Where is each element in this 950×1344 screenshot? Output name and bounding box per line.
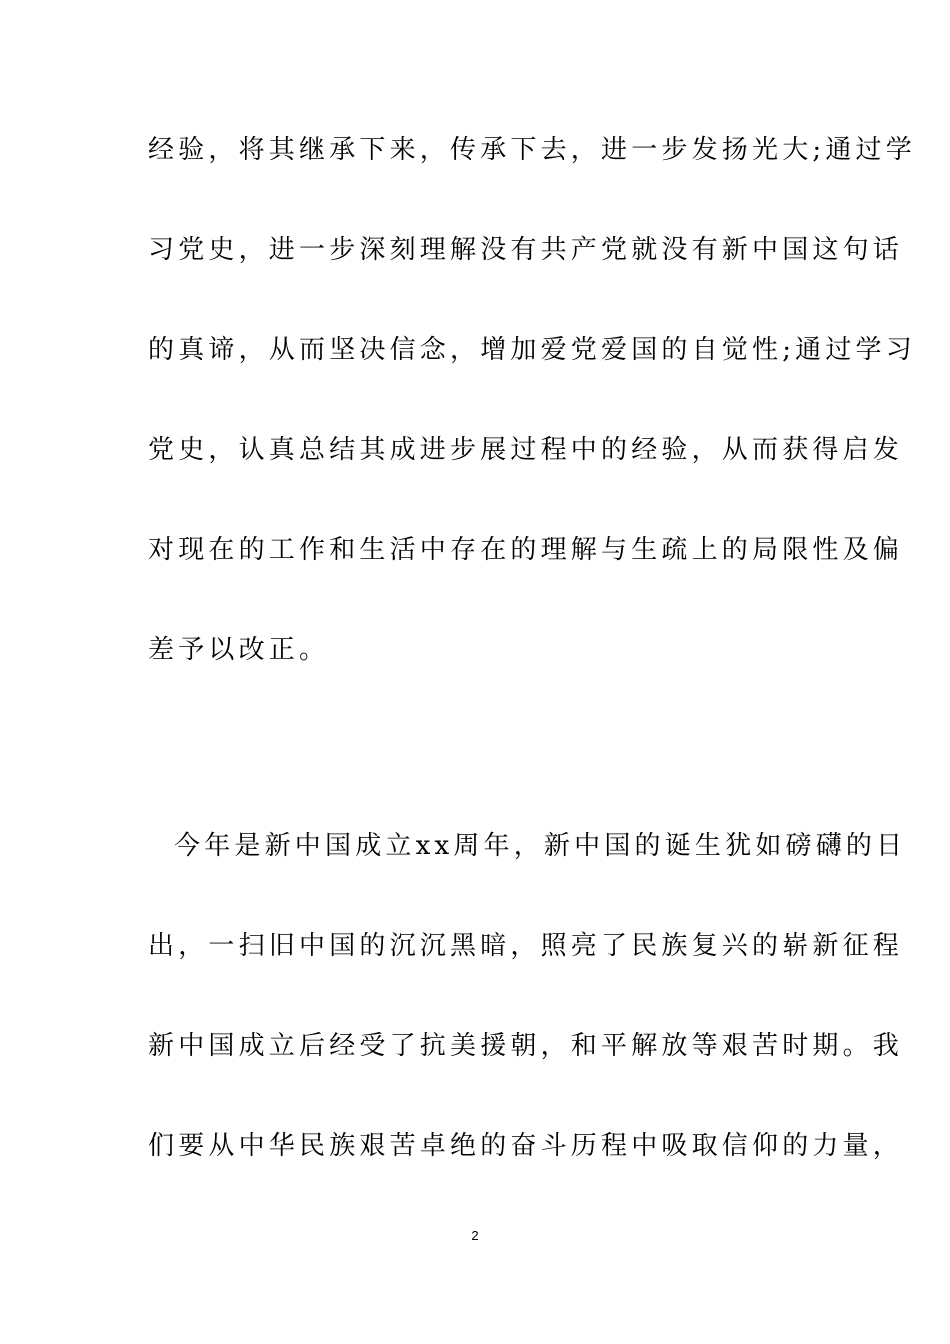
paragraph-1-line-6: 差予以改正。 (148, 635, 330, 665)
paragraph-2-line-2: 出，一扫旧中国的沉沉黑暗，照亮了民族复兴的崭新征程 (148, 931, 904, 961)
paragraph-2-line-4: 们要从中华民族艰苦卓绝的奋斗历程中吸取信仰的力量， (148, 1131, 904, 1161)
paragraph-1-line-2: 习党史，进一步深刻理解没有共产党就没有新中国这句话 (148, 235, 904, 265)
paragraph-2-line-1: 今年是新中国成立xx周年，新中国的诞生犹如磅礴的日 (174, 831, 907, 861)
paragraph-1-line-1: 经验，将其继承下来，传承下去，进一步发扬光大;通过学 (148, 135, 916, 165)
paragraph-1-line-3: 的真谛，从而坚决信念，增加爱党爱国的自觉性;通过学习 (148, 335, 916, 365)
paragraph-2-line-3: 新中国成立后经受了抗美援朝，和平解放等艰苦时期。我 (148, 1031, 904, 1061)
paragraph-1-line-4: 党史，认真总结其成进步展过程中的经验，从而获得启发 (148, 435, 904, 465)
page-number: 2 (471, 1228, 479, 1243)
paragraph-1-line-5: 对现在的工作和生活中存在的理解与生疏上的局限性及偏 (148, 535, 904, 565)
